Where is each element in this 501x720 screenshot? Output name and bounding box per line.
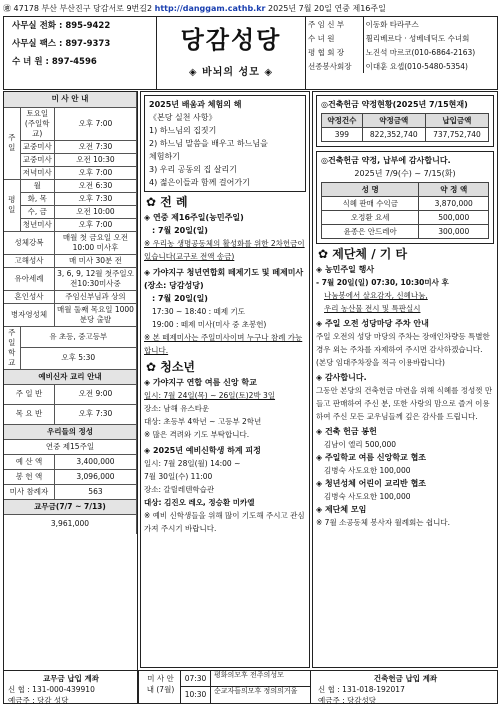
school-time: 오후 5:30 — [20, 348, 137, 370]
staff-role: 평 협 회 장 — [308, 47, 345, 57]
sacrament-name: 고해성사 — [4, 254, 54, 267]
mass-name: 청년미사 — [20, 218, 54, 231]
section-youth: ✿ 청소년 — [146, 360, 196, 374]
offering-label: 미사 참례자 — [4, 484, 54, 499]
sacrament-detail: 매 미사 30분 전 — [54, 254, 136, 267]
notice-heading: ◈ 청년성체 어린이 교리반 협조 — [316, 479, 427, 488]
offering-week: 연중 제15주일 — [4, 439, 137, 454]
cell: 300,000 — [419, 225, 489, 239]
cell: 737,752,740 — [425, 128, 488, 142]
notice-line: 장소: 남해 유스타운 — [144, 404, 210, 413]
notice-line: 장소: 갈릴레텐학습관 — [144, 485, 215, 494]
offering-value: 563 — [54, 484, 136, 499]
cell: 399 — [322, 128, 363, 142]
notice-line: 주일 오전의 성당 마당의 주차는 장애인차량등 특별한 경우 외는 주차를 자제하여 주시면 감사하겠습니다. — [316, 332, 490, 354]
account-number: 신 협 : 131-000-439910 — [8, 685, 95, 694]
motto-line: 《본당 실천 사항》 — [149, 113, 217, 122]
cell: 822,352,740 — [362, 128, 425, 142]
notice-note: ※ 예비 신학생들을 위해 많이 기도해 주시고 관심 가져 주시기 바랍니다. — [144, 511, 305, 533]
notice-heading: ◈ 가야지구 청년연합회 떼제기도 및 떼제미사(장소: 당감성당) — [144, 268, 304, 290]
section-title: 청소년 — [160, 360, 196, 374]
mass-time: 오후 7:30 — [54, 192, 136, 205]
parish-subtitle: ◈ 바뇌의 성모 ◈ — [188, 67, 274, 78]
mass-time: 오후 7:00 — [54, 218, 136, 231]
box-title: ◎건축헌금 약정현황(2025년 7/15현재) — [321, 100, 468, 109]
contact-info — [4, 17, 154, 89]
cell: 식혜 판매 수익금 — [322, 197, 419, 211]
sacrament-name: 유아세례 — [4, 267, 54, 290]
left-column — [3, 91, 138, 704]
tithe-account — [4, 671, 139, 703]
section-groups: ✿ 제단체 / 기 타 — [318, 247, 408, 261]
sunday-label: 주 일 — [4, 107, 20, 179]
cell: 오정환 요세 — [322, 211, 419, 225]
right-column — [312, 91, 498, 668]
class-name: 주 일 반 — [4, 384, 54, 404]
notice-line: (본당 임대주차장을 적극 이용바랍니다) — [316, 358, 445, 367]
donor-table — [321, 182, 489, 239]
motto-line: 3) 우리 공동의 집 살리기 — [149, 165, 237, 174]
school-group: 유 초등, 중고등부 — [20, 326, 137, 348]
mass-time: 오전 10:30 — [54, 153, 136, 166]
notice-heading: ◈ 농민주일 행사 — [316, 265, 375, 274]
mass-name: 수, 금 — [20, 205, 54, 218]
mass-time: 오전 10:00 — [54, 205, 136, 218]
staff-name: 이동화 타라쿠스 — [363, 17, 499, 31]
col-header: 약 정 액 — [419, 183, 489, 197]
motto-title: 2025년 배움과 체험의 해 — [149, 100, 242, 109]
notice-line: 대상: 김진오 레오, 정승환 미카엘 — [144, 498, 255, 507]
notice-heading: ◈ 연중 제16주일(농민주일) — [144, 213, 244, 222]
account-title: 교무금 납입 계좌 — [43, 674, 99, 683]
offering-value: 3,096,000 — [54, 469, 136, 484]
class-name: 목 요 반 — [4, 404, 54, 424]
col-header: 약정건수 — [322, 114, 363, 128]
notice-line: 김병숙 사도요한 100,000 — [324, 492, 411, 501]
tithe-value: 3,961,000 — [4, 514, 137, 534]
notice-line: 나눔봉에서 살요감자, 신혜나눔, — [324, 291, 428, 300]
col-header: 약정금액 — [362, 114, 425, 128]
mass-name: 교중미사 — [20, 153, 54, 166]
staff-name: 휠리베르다 · 성베네딕도 수녀회 — [363, 31, 499, 45]
notice-heading: ◈ 주일 오전 성당마당 주차 안내 — [316, 319, 429, 328]
notice-line: 그동안 본당의 건축헌금 마련을 위해 식혜를 정성껏 만들고 판매하여 주신 분, 또한 사랑의 맘으로 즐겨 이용하여 주신 모든 교우님들께 깊은 감사를 드립니다. — [316, 386, 493, 421]
notice-note: ※ 우리농 생명공동체의 활성화를 위한 2차헌금이 있습니다(교구로 전액 송금) — [144, 239, 305, 261]
intention-text: 순교자들의모후 정의의거울 — [214, 687, 298, 695]
weekday-label: 평 일 — [4, 179, 20, 231]
notice-line: 17:30 ~ 18:40 : 떼제 기도 — [152, 307, 245, 316]
notice-line: 7월 30일(수) 11:00 — [144, 472, 213, 481]
notice-line: 대상: 초등부 4학년 ~ 고등부 2학년 — [144, 417, 262, 426]
mass-time: 오후 7:00 — [54, 107, 136, 140]
intention-row — [181, 687, 310, 703]
mass-time: 오전 6:30 — [54, 179, 136, 192]
mass-name: 교중미사 — [20, 140, 54, 153]
intention-time: 07:30 — [181, 671, 211, 686]
motto-line: 체험하기 — [149, 152, 180, 161]
col-header: 납입금액 — [425, 114, 488, 128]
building-account — [314, 671, 497, 703]
sacrament-detail: 주임신부님과 상의 — [54, 290, 136, 303]
mass-name: 월 — [20, 179, 54, 192]
logo — [156, 17, 306, 89]
parish-title: 당감성당 — [180, 25, 282, 54]
intention-row — [181, 671, 310, 687]
notice-line: - 7월 20일(일) 07:30, 10:30미사 후 — [316, 278, 449, 287]
date-range: 2025년 7/9(수) ~ 7/15(화) — [354, 169, 456, 178]
staff-role: 선종봉사회장 — [308, 61, 352, 71]
account-title: 건축헌금 납입 계좌 — [373, 674, 438, 683]
office-fax: 사무실 팩스 : 897-9373 — [12, 39, 111, 49]
notice-date: : 7월 20일(일) — [152, 226, 208, 235]
footer-accounts — [3, 670, 498, 704]
account-number: 신 협 : 131-018-192017 — [318, 685, 405, 694]
header-line — [3, 3, 498, 15]
mass-time: 오전 7:30 — [54, 140, 136, 153]
cell: 3,870,000 — [419, 197, 489, 211]
staff-role: 수 녀 원 — [308, 33, 335, 43]
offering-title: 우리들의 정성 — [4, 424, 137, 439]
issue-date: 2025년 7월 20일 연중 제16주일 — [265, 4, 386, 13]
notice-heading: ◈ 2025년 예비신학생 하계 피정 — [144, 446, 261, 455]
offering-label: 예 산 액 — [4, 454, 54, 469]
pledge-status-box — [316, 95, 494, 147]
staff-name: 노진석 마르코(010-6864-2163) — [363, 45, 499, 59]
notice-line: ※ 7월 소공동체 봉사자 월례회는 쉽니다. — [316, 518, 451, 527]
notice-line: 19:00 : 떼제 미사(미사 중 초봉헌) — [152, 320, 267, 329]
notice-heading: ◈ 가야지구 연합 여름 신앙 학교 — [144, 378, 257, 387]
mass-intention-label: 미 사 안 내 (7월) — [141, 671, 181, 703]
catechumen-title: 예비신자 교리 안내 — [4, 369, 137, 384]
motto-box — [144, 95, 306, 192]
pledge-table — [321, 113, 489, 142]
section-title: 전 례 — [160, 195, 188, 209]
motto-line: 1) 하느님의 집짓기 — [149, 126, 217, 135]
staff-name: 이대훈 요셉(010-5480-5354) — [363, 59, 499, 73]
pledge-thanks-box — [316, 151, 494, 244]
cell: 500,000 — [419, 211, 489, 225]
class-time: 오후 7:30 — [54, 404, 136, 424]
box-title: ◎건축헌금 약정, 납부에 감사합니다. — [321, 156, 451, 165]
offering-label: 봉 헌 액 — [4, 469, 54, 484]
convent-phone: 수 녀 원 : 897-4596 — [12, 57, 97, 67]
notice-note: ※ 본 떼제미사는 주일미사이며 누구나 참례 가능합니다. — [144, 333, 303, 355]
mass-time: 오후 7:00 — [54, 166, 136, 179]
notice-line: 김병숙 사도요한 100,000 — [324, 466, 411, 475]
address: ㊜ 47178 부산 부산진구 당감서로 9번길2 — [3, 4, 155, 13]
notice-heading: ◈ 제단체 모임 — [316, 505, 367, 514]
school-label: 주 일 학 교 — [4, 326, 20, 369]
sacrament-name: 혼인성사 — [4, 290, 54, 303]
motto-line: 2) 하느님 말씀을 배우고 하느님을 — [149, 139, 268, 148]
notice-note: ※ 많은 격려와 기도 부탁합니다. — [144, 430, 250, 439]
middle-column — [140, 91, 310, 668]
notice-line: 일시: 7월 24일(목) ~ 26일(토)2박 3일 — [144, 391, 276, 400]
masthead — [3, 16, 498, 90]
mass-intention-table — [181, 671, 311, 703]
sacrament-detail: 3, 6, 9, 12월 첫주일오전10:30미사중 — [54, 267, 136, 290]
staff-role: 주 임 신 부 — [308, 19, 345, 29]
motto-line: 4) 젊은이들과 함께 걸어가기 — [149, 178, 250, 187]
section-title: 제단체 / 기 타 — [332, 247, 408, 261]
sacrament-name: 병자영성체 — [4, 303, 54, 326]
account-holder: 예금주 : 당감성당 — [318, 696, 377, 705]
staff-table — [306, 17, 499, 89]
offering-value: 3,400,000 — [54, 454, 136, 469]
notice-heading: ◈ 주일학교 여름 신앙학교 협조 — [316, 453, 427, 462]
intention-time: 10:30 — [181, 687, 211, 703]
sacrament-detail: 매월 둘째 목요일 1000 분당 출발 — [54, 303, 136, 326]
col-header: 성 명 — [322, 183, 419, 197]
notice-heading: ◈ 건축 헌금 봉헌 — [316, 427, 377, 436]
mass-schedule-title: 미 사 안 내 — [4, 92, 137, 107]
tithe-title: 교무금(7/7 ~ 7/13) — [4, 499, 137, 514]
office-phone: 사무실 전화 : 895-9422 — [12, 21, 111, 31]
sacrament-name: 성체강복 — [4, 231, 54, 254]
mass-name: 저녁미사 — [20, 166, 54, 179]
notice-line: 우리 농산물 전시 및 특판실시 — [324, 304, 421, 313]
website-link[interactable]: http://danggam.cathb.kr — [154, 4, 266, 13]
sacrament-detail: 매월 첫 금요일 오전 10:00 미사후 — [54, 231, 136, 254]
mass-name: 화, 목 — [20, 192, 54, 205]
notice-line: 김남이 엘리 500,000 — [324, 440, 397, 449]
section-liturgy: ✿ 전 례 — [146, 195, 188, 209]
class-time: 오전 9:00 — [54, 384, 136, 404]
intention-text: 평화의모후 전주의성모 — [214, 671, 284, 679]
mass-name: 토요일(주일학교) — [20, 107, 54, 140]
notice-line: 일시: 7월 28일(월) 14:00 ~ — [144, 459, 241, 468]
account-holder: 예금주 : 당감 성당 — [8, 696, 69, 705]
cell: 윤종은 안드레아 — [322, 225, 419, 239]
notice-heading: ◈ 감사합니다. — [316, 373, 367, 382]
notice-date: : 7월 20일(일) — [152, 294, 208, 303]
